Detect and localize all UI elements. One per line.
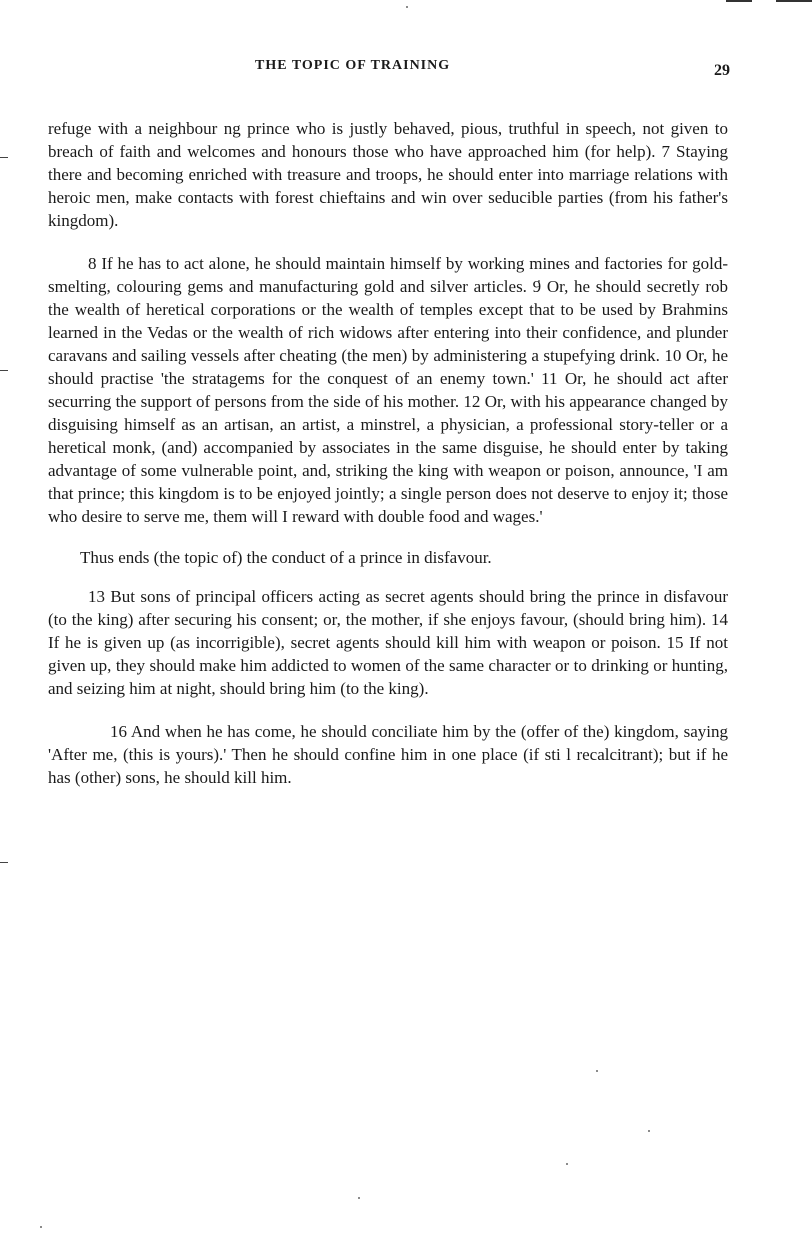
top-edge-rule-left (726, 0, 752, 2)
paragraph-section-end: Thus ends (the topic of) the conduct of a prince in disfavour. (80, 548, 492, 567)
paragraph-8-12: 8 If he has to act alone, he should maintain himself by working mines and factories for gold-smelting, colouring gems and manufacturing gold and silver articles. 9 Or, he should secretly rob the wealth of heretical corporations or the wealth of temples except that to be used by Brahmins learned in the Vedas or the wealth of rich widows after entering into their confidence, and plunder caravans and sailing vessels after cheating (the men) by administering a stupefying drink. 10 Or, he should practise 'the stratagems for the conquest of an enemy town.' 11 Or, he should act after securring the support of persons from the side of his mother. 12 Or, with his appearance changed by disguising himself as an artisan, an artist, a minstrel, a physician, a professional story-teller or a heretical monk, (and) accompanied by associates in the same disguise, he should enter by taking advantage of some vulnerable point, and, striking the king with weapon or poison, announce, 'I am that prince; this kingdom is to be enjoyed jointly; a single person does not deserve to enjoy it; those who desire to serve me, them will I reward with double food and wages.' (48, 254, 728, 526)
margin-tick (0, 862, 8, 863)
print-speck (40, 1226, 42, 1228)
top-edge-rule-right (776, 0, 812, 2)
running-head: THE TOPIC OF TRAINING (255, 58, 451, 73)
paragraph-16: 16 And when he has come, he should conciliate him by the (offer of the) kingdom, saying 'After me, (this is yours).' Then he should confine him in one place (if sti l recalcitrant); but if he has (other) sons, he should kill him. (48, 722, 728, 787)
margin-tick (0, 370, 8, 371)
paragraph-continuation: refuge with a neighbour ng prince who is justly behaved, pious, truthful in speech, not given to breach of faith and welcomes and honours those who have approached him (for help). 7 Staying there and becoming enriched with treasure and troops, he should enter into marriage relations with heroic men, make contacts with forest chieftains and win over seducible parties (from his father's kingdom). (48, 119, 728, 230)
body-text (48, 117, 728, 809)
print-speck (566, 1163, 568, 1165)
print-speck (648, 1130, 650, 1132)
margin-tick (0, 157, 8, 158)
print-speck (596, 1070, 598, 1072)
page-header (0, 58, 812, 82)
paragraph-13-15: 13 But sons of principal officers acting as secret agents should bring the prince in disfavour (to the king) after securing his consent; or, the mother, if she enjoys favour, (should bring him). 14 If he is given up (as incorrigible), secret agents should kill him with weapon or poison. 15 If not given up, they should make him addicted to women of the same character or to drinking or hunting, and seizing him at night, should bring him (to the king). (48, 587, 728, 698)
print-speck (358, 1197, 360, 1199)
print-speck (406, 6, 408, 8)
page-number: 29 (714, 62, 730, 79)
